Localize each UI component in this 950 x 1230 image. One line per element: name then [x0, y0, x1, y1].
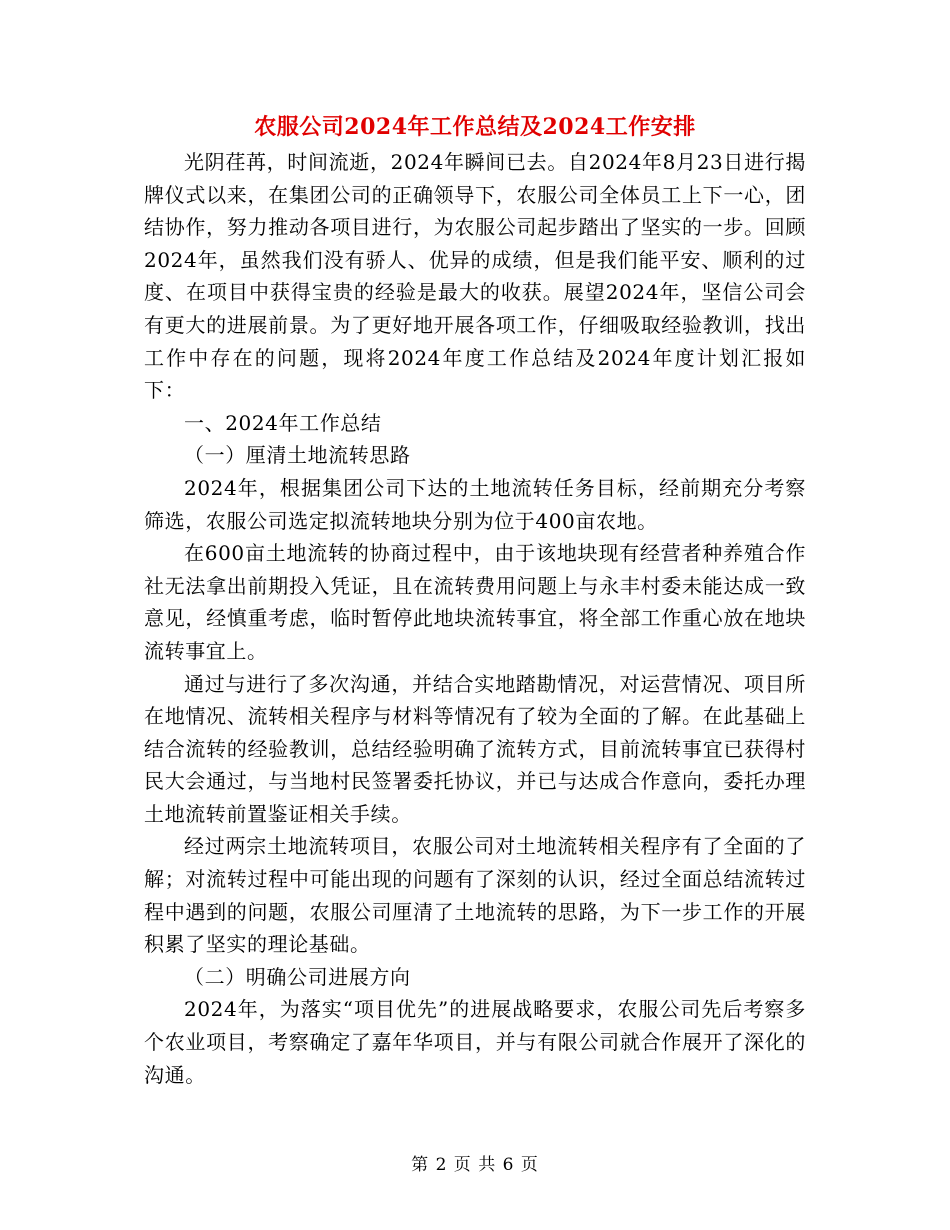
page-number-footer: 第 2 页 共 6 页 — [411, 1155, 539, 1175]
body-paragraph: 2024年，为落实“项目优先”的进展战略要求，农服公司先后考察多个农业项目，考察确定了嘉年华项目，并与有限公司就合作展开了深化的沟通。 — [144, 997, 806, 1087]
body-paragraph: 2024年，根据集团公司下达的土地流转任务目标，经前期充分考察筛选，农服公司选定拟流转地块分别为位于400亩农地。 — [144, 475, 806, 533]
subsection-heading-2: （二）明确公司进展方向 — [184, 964, 411, 989]
body-paragraph: 通过与进行了多次沟通，并结合实地踏勘情况，对运营情况、项目所在地情况、流转相关程序与材料等情况有了较为全面的了解。在此基础上结合流转的经验教训，总结经验明确了流转方式，目前流转事宜已获得村民大会通过，与当地村民签署委托协议，并已与达成合作意向，委托办理土地流转前置鉴证相关手续。 — [144, 671, 806, 826]
body-paragraph: 经过两宗土地流转项目，农服公司对土地流转相关程序有了全面的了解；对流转过程中可能出现的问题有了深刻的认识，经过全面总结流转过程中遇到的问题，农服公司厘清了土地流转的思路，为下一步工作的开展积累了坚实的理论基础。 — [144, 834, 806, 957]
document-title: 农服公司2024年工作总结及2024工作安排 — [254, 114, 696, 140]
subsection-heading-1: （一）厘清土地流转思路 — [184, 443, 411, 468]
section-heading-1: 一、2024年工作总结 — [184, 410, 382, 435]
body-paragraph: 在600亩土地流转的协商过程中，由于该地块现有经营者种养殖合作社无法拿出前期投入凭证，且在流转费用问题上与永丰村委未能达成一致意见，经慎重考虑，临时暂停此地块流转事宜，将全部工作重心放在地块流转事宜上。 — [144, 541, 806, 663]
document-body — [144, 146, 806, 1091]
intro-paragraph: 光阴荏苒，时间流逝，2024年瞬间已去。自2024年8月23日进行揭牌仪式以来，在集团公司的正确领导下，农服公司全体员工上下一心，团结协作，努力推动各项目进行，为农服公司起步踏出了坚实的一步。回顾2024年，虽然我们没有骄人、优异的成绩，但是我们能平安、顺利的过度、在项目中获得宝贵的经验是最大的收获。展望2024年，坚信公司会有更大的进展前景。为了更好地开展各项工作，仔细吸取经验教训，找出工作中存在的问题，现将2024年度工作总结及2024年度计划汇报如下： — [144, 150, 806, 403]
